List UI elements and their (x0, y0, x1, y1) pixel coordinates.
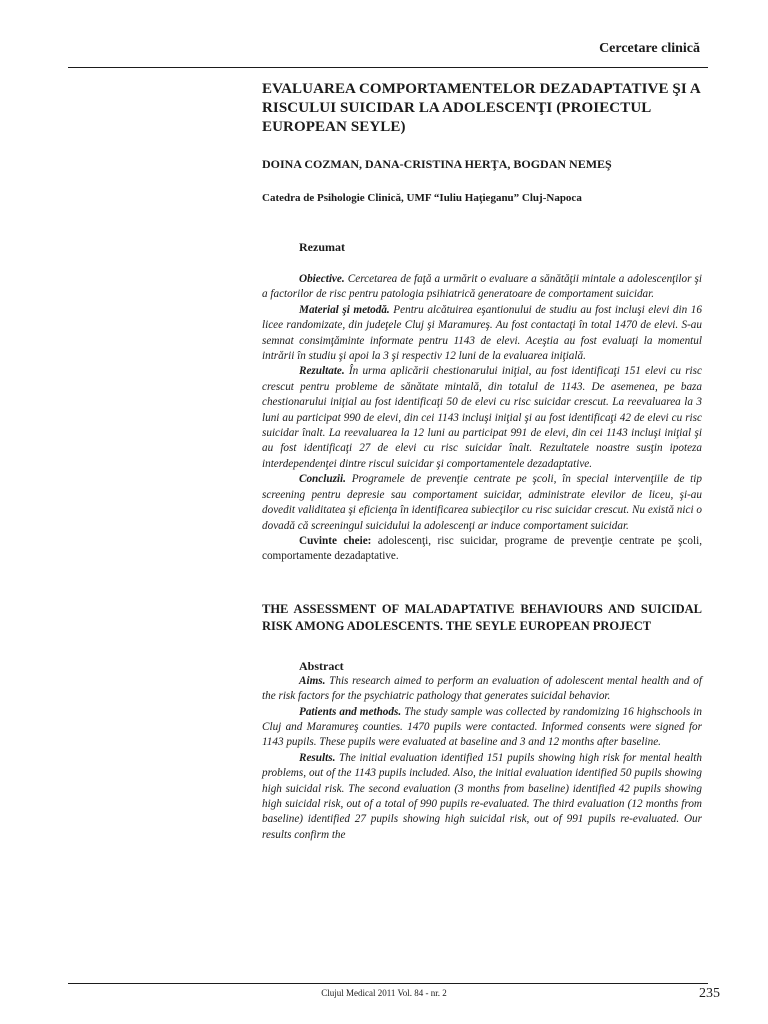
ro-results-label: Rezultate. (299, 365, 345, 378)
en-methods-paragraph (262, 705, 702, 751)
article-title-en: THE ASSESSMENT OF MALADAPTATIVE BEHAVIOURS AND SUICIDAL RISK AMONG ADOLESCENTS. THE SEYLE EUROPEAN PROJECT (262, 601, 702, 633)
abstract-heading-en: Abstract (299, 658, 344, 673)
article-column (262, 80, 702, 843)
authors: DOINA COZMAN, DANA-CRISTINA HERŢA, BOGDAN NEMEŞ (262, 157, 612, 171)
en-aims-label: Aims. (299, 674, 326, 687)
article-title-ro: EVALUAREA COMPORTAMENTELOR DEZADAPTATIVE ŞI A RISCULUI SUICIDAR LA ADOLESCENŢI (PROIECTUL EUROPEAN SEYLE) (262, 81, 700, 135)
ro-objectives-label: Obiective. (299, 273, 345, 285)
en-methods-text: The study sample was collected by randomizing 16 highschools in Cluj and Maramureş counties. 1470 pupils were contacted. Informed consents were signed for 1143 pupils. These pupils were evaluated at baseline and 3 and 12 months after baseline. (262, 705, 702, 749)
ro-keywords-label: Cuvinte cheie: (299, 534, 372, 547)
ro-conclusions-paragraph (262, 472, 702, 534)
ro-conclusions-text: Programele de prevenţie centrate pe şcoli, în special intervenţiile de tip screening pentru depresie sau comportament suicidar, administrate elevilor de liceu, şi-au dovedit validitatea şi eficienţa în identificarea subiecţilor cu risc suicidar crescut. Nu există nici o dovadă că screeningul suicidului la adolescenţi ar induce comportament suicidar. (262, 473, 702, 532)
top-rule (68, 67, 708, 68)
ro-methods-text: Pentru alcătuirea eşantionului de studiu au fost incluşi elevi din 16 licee randomizate, din judeţele Cluj şi Maramureş. Au fost contactaţi în total 1470 de elevi. S-au semnat consimţăminte informate pentru 1143 de elevi. Aceştia au fost evaluaţi la momentul intrării în studiu şi apoi la 3 şi respectiv 12 luni de la evaluarea iniţială. (262, 303, 702, 363)
page-number: 235 (699, 986, 720, 1001)
en-results-label: Results. (299, 751, 336, 764)
en-aims-text: This research aimed to perform an evaluation of adolescent mental health and of the risk factors for the psychiatric pathology that generates suicidal behavior. (262, 674, 702, 703)
en-aims-paragraph (262, 674, 702, 705)
en-methods-label: Patients and methods. (299, 705, 402, 718)
ro-conclusions-label: Concluzii. (299, 473, 346, 486)
affiliation: Catedra de Psihologie Clinică, UMF “Iuliu Haţieganu” Cluj-Napoca (262, 192, 582, 204)
abstract-heading-ro: Rezumat (299, 240, 345, 254)
ro-results-paragraph (262, 364, 702, 472)
journal-citation: Clujul Medical 2011 Vol. 84 - nr. 2 (321, 988, 447, 998)
bottom-rule (68, 983, 708, 984)
ro-keywords-text: adolescenţi, risc suicidar, programe de prevenţie centrate pe şcoli, comportamente dezadaptative. (262, 534, 702, 563)
ro-results-text: În urma aplicării chestionarului iniţial, au fost identificaţi 151 elevi cu risc crescut pentru probleme de sănătate mintală, din totalul de 1143. De asemenea, pe baza chestionarului iniţial au fost identificaţi 50 de elevi cu risc suicidar crescut. La reevaluarea la 3 luni au participat 990 de elevi, din cei 1143 incluşi iniţial şi au fost identificaţi 42 de elevi cu risc suicidar înalt. La reevaluarea la 12 luni au participat 991 de elevi, din cei 1143 incluşi iniţial şi au fost identificaţi 27 de elevi cu risc suicidar înalt. Rezultatele noastre susţin ipoteza interdependenţei dintre riscul suicidar şi comportamentele dezadaptative. (262, 365, 702, 470)
section-label: Cercetare clinică (599, 41, 700, 56)
ro-methods-label: Material şi metodă. (299, 303, 390, 316)
en-results-paragraph (262, 751, 702, 843)
ro-keywords-paragraph (262, 534, 702, 565)
en-results-text: The initial evaluation identified 151 pupils showing high risk for mental health problems, out of the 1143 pupils included. Also, the initial evaluation identified 50 pupils showing high suicidal risk. The second evaluation (3 months from baseline) identified 42 pupils showing high suicidal risk, out of a total of 990 pupils re-evaluated. The third evaluation (12 months from baseline) identified 27 pupils showing high suicidal risk, out of 991 pupils re-evaluated. Our results confirm the (262, 751, 702, 841)
ro-objectives-text: Cercetarea de faţă a urmărit o evaluare a sănătăţii mintale a adolescenţilor şi a factorilor de risc pentru patologia psihiatrică generatoare de comportament suicidar. (262, 273, 702, 301)
ro-methods-paragraph (262, 303, 702, 365)
ro-objectives-paragraph (262, 272, 702, 303)
